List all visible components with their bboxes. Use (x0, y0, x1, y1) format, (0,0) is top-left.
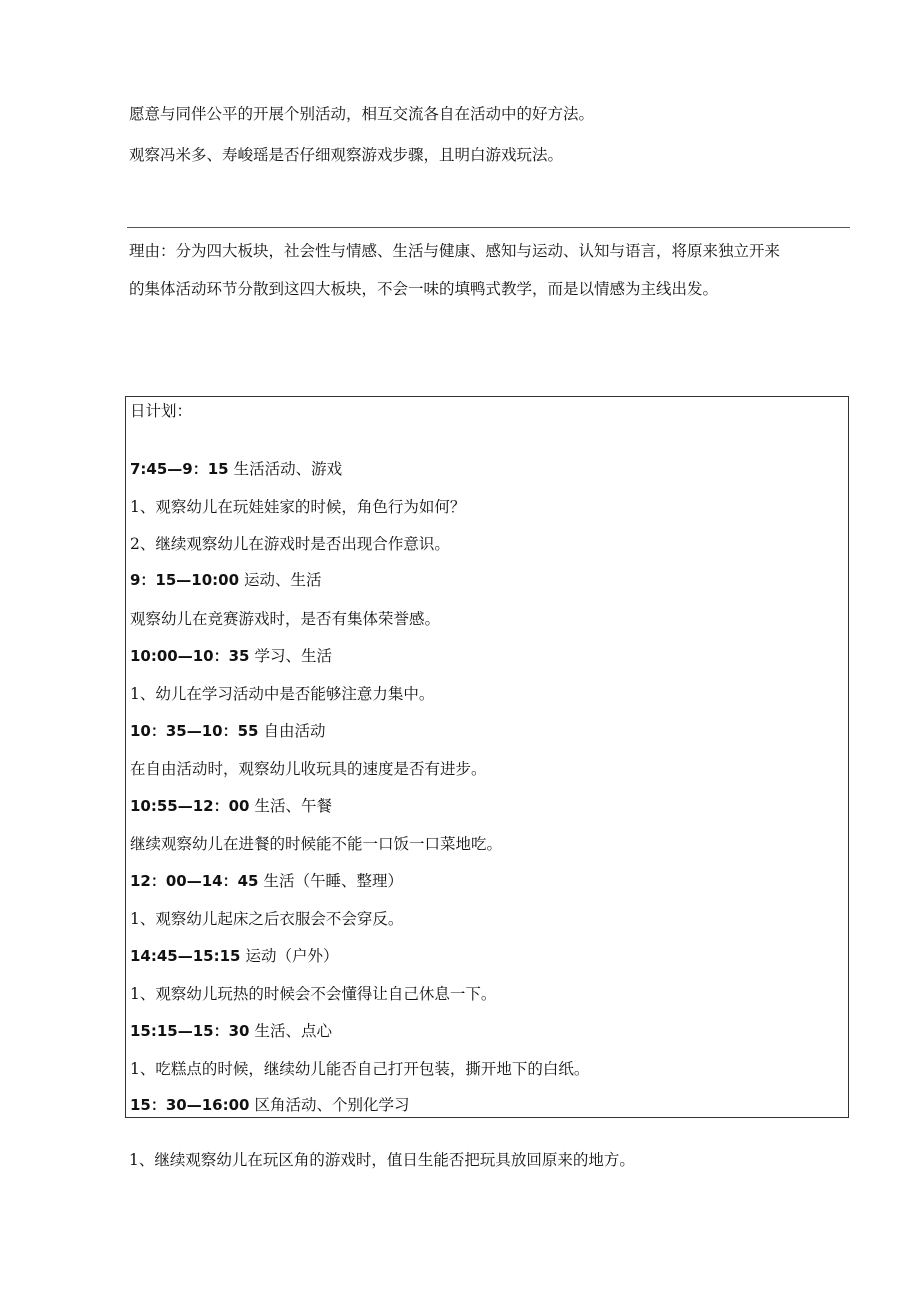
daily-plan-box (125, 396, 849, 1118)
schedule-entry (130, 1095, 409, 1115)
post-box-note: 1、继续观察幼儿在玩区角的游戏时，值日生能否把玩具放回原来的地方。 (129, 1151, 635, 1169)
intro-line-2: 观察冯米多、寿峻瑶是否仔细观察游戏步骤，且明白游戏玩法。 (129, 146, 564, 164)
reason-line-2: 的集体活动环节分散到这四大板块，不会一味的填鸭式教学，而是以情感为主线出发。 (129, 280, 719, 298)
observation-note: 1、观察幼儿玩热的时候会不会懂得让自己休息一下。 (130, 985, 497, 1003)
schedule-activity: 自由活动 (263, 722, 326, 740)
schedule-entry (130, 721, 325, 741)
schedule-entry (130, 646, 332, 666)
schedule-activity: 运动（户外） (245, 947, 339, 965)
schedule-entry (130, 946, 338, 966)
schedule-time: 15：30—16:00 (130, 1096, 250, 1114)
schedule-entry (130, 459, 342, 479)
schedule-entry (130, 1021, 332, 1041)
schedule-activity: 运动、生活 (244, 571, 322, 589)
schedule-time: 10:00—10：35 (130, 647, 250, 665)
observation-note: 在自由活动时，观察幼儿收玩具的速度是否有进步。 (130, 760, 487, 778)
schedule-time: 14:45—15:15 (130, 947, 241, 965)
schedule-time: 7:45—9：15 (130, 460, 229, 478)
observation-note: 继续观察幼儿在进餐的时候能不能一口饭一口菜地吃。 (130, 835, 503, 853)
observation-note: 1、观察幼儿在玩娃娃家的时候，角色行为如何？ (130, 498, 466, 516)
section-divider (127, 227, 850, 228)
observation-note: 2、继续观察幼儿在游戏时是否出现合作意识。 (130, 535, 450, 553)
schedule-activity: 生活、午餐 (254, 797, 332, 815)
schedule-entry (130, 796, 332, 816)
observation-note: 1、幼儿在学习活动中是否能够注意力集中。 (130, 685, 435, 703)
schedule-time: 10:55—12：00 (130, 797, 250, 815)
observation-note: 1、吃糕点的时候，继续幼儿能否自己打开包装，撕开地下的白纸。 (130, 1060, 590, 1078)
schedule-time: 9：15—10:00 (130, 571, 240, 589)
schedule-activity: 区角活动、个别化学习 (254, 1096, 410, 1114)
reason-line-1: 理由：分为四大板块，社会性与情感、生活与健康、感知与运动、认知与语言，将原来独立开来 (129, 242, 781, 260)
schedule-entry (130, 570, 322, 590)
daily-plan-title: 日计划： (130, 402, 193, 420)
schedule-activity: 生活（午睡、整理） (263, 872, 403, 890)
schedule-time: 10：35—10：55 (130, 722, 259, 740)
observation-note: 1、观察幼儿起床之后衣服会不会穿反。 (130, 910, 404, 928)
schedule-activity: 生活、点心 (254, 1022, 332, 1040)
schedule-time: 12：00—14：45 (130, 872, 259, 890)
schedule-activity: 学习、生活 (254, 647, 332, 665)
intro-line-1: 愿意与同伴公平的开展个别活动，相互交流各自在活动中的好方法。 (129, 105, 595, 123)
observation-note: 观察幼儿在竞赛游戏时，是否有集体荣誉感。 (130, 610, 441, 628)
schedule-activity: 生活活动、游戏 (233, 460, 343, 478)
schedule-time: 15:15—15：30 (130, 1022, 250, 1040)
schedule-entry (130, 871, 403, 891)
